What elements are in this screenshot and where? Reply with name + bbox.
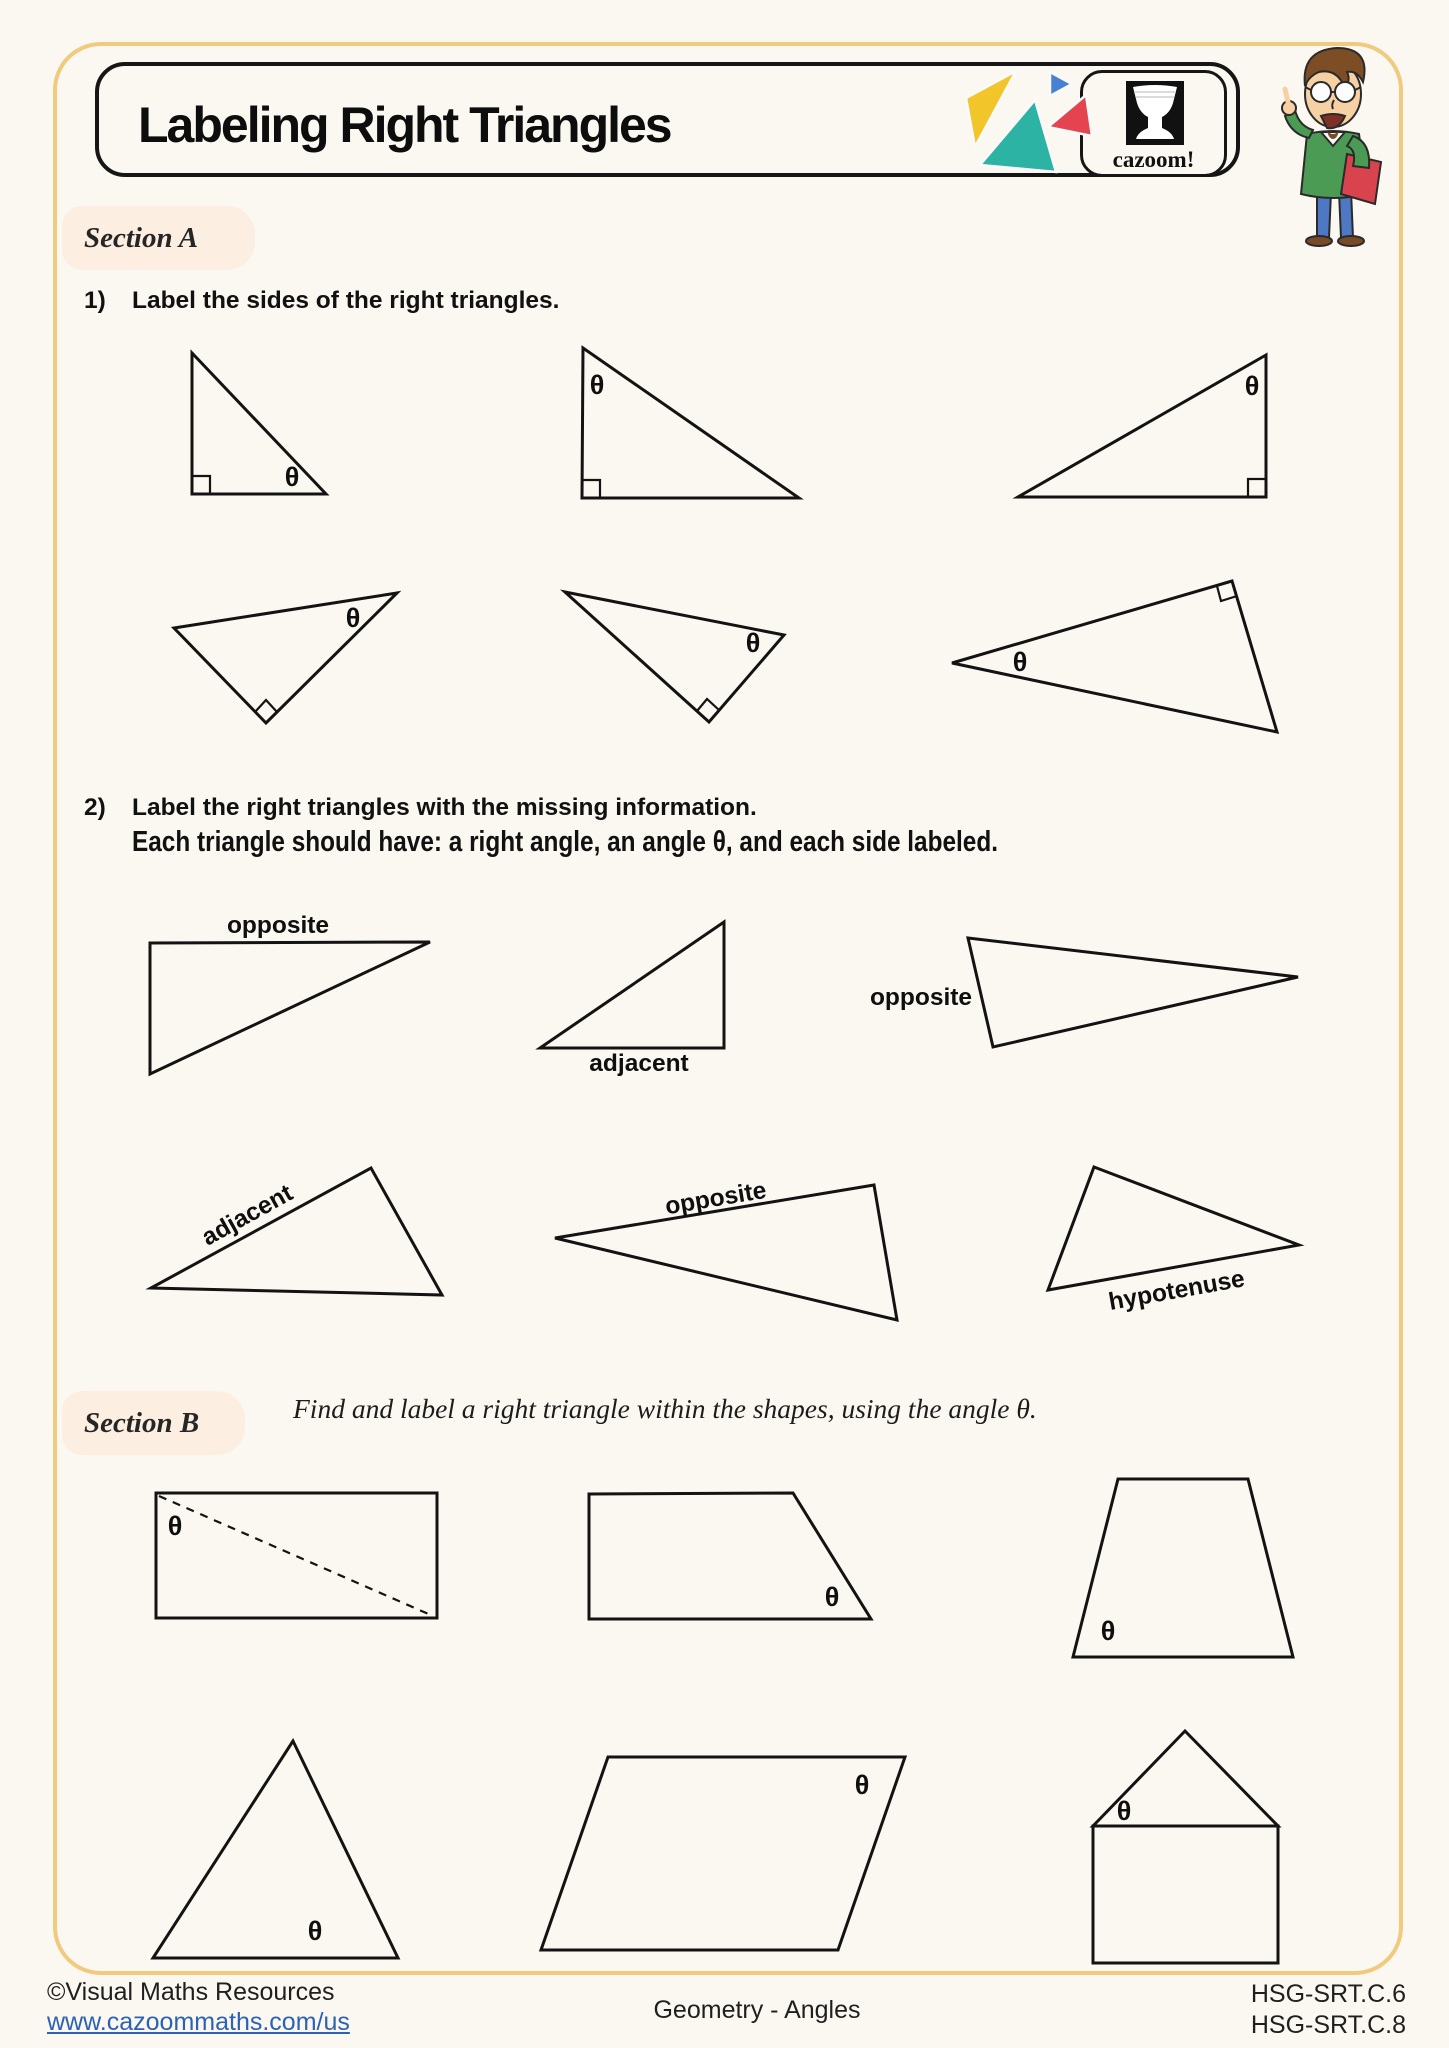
- teacher-shoe: [1338, 236, 1364, 246]
- theta-label: θ: [824, 1582, 840, 1612]
- theta-label: θ: [1116, 1796, 1132, 1826]
- question-2-number: 2): [84, 794, 106, 821]
- q2-triangle-3: [968, 938, 1298, 1047]
- sb-house-body: [1093, 1826, 1278, 1963]
- theta-label: θ: [589, 370, 605, 400]
- q1-triangle-5-right-angle: [697, 699, 719, 711]
- theta-label: θ: [1012, 647, 1028, 677]
- section-b-instruction: Find and label a right triangle within the shapes, using the angle θ.: [293, 1393, 1037, 1424]
- question-2-line1: Label the right triangles with the missing information.: [132, 794, 757, 821]
- footer-url-link[interactable]: www.cazoommaths.com/us: [47, 2008, 350, 2036]
- teacher-shoe: [1306, 236, 1332, 246]
- footer-copyright: ©Visual Maths Resources: [47, 1978, 335, 2006]
- side-label-opposite: opposite: [869, 984, 973, 1011]
- side-label-adjacent: adjacent: [197, 1179, 298, 1252]
- sb-rectangle-diagonal: [159, 1496, 433, 1616]
- cazoom-logo-text: cazoom!: [1112, 147, 1195, 172]
- side-label-opposite: opposite: [226, 912, 330, 939]
- theta-label: θ: [1100, 1616, 1116, 1646]
- side-label-hypotenuse: hypotenuse: [1106, 1265, 1247, 1316]
- sb-triangle: [153, 1741, 398, 1958]
- question-2-line2: Each triangle should have: a right angle, an angle θ, and each side labeled.: [132, 826, 999, 858]
- q1-triangle-2-right-angle: [582, 480, 600, 498]
- question-1-text: Label the sides of the right triangles.: [132, 287, 560, 314]
- teacher-illustration: [1282, 48, 1381, 246]
- q1-triangle-3: [1018, 355, 1266, 497]
- q2-triangle-6: [1048, 1167, 1299, 1290]
- theta-label: θ: [854, 1770, 870, 1800]
- theta-label: θ: [1244, 371, 1260, 401]
- logo-triangles: [966, 71, 1092, 172]
- q1-triangle-1: [192, 353, 326, 494]
- theta-label: θ: [167, 1511, 183, 1541]
- q2-triangle-2: [540, 922, 724, 1048]
- logo-triangle-red: [1048, 95, 1092, 136]
- question-1-number: 1): [84, 287, 106, 314]
- q1-triangle-2: [582, 348, 799, 498]
- q1-triangle-1-right-angle: [192, 476, 210, 494]
- q1-triangle-6: [952, 581, 1277, 732]
- q2-triangle-4: [151, 1168, 442, 1295]
- q2-triangle-1: [150, 942, 430, 1074]
- teacher-glasses: [1311, 82, 1331, 102]
- footer-standards: [1251, 1979, 1406, 2041]
- teacher-finger: [1285, 89, 1288, 102]
- theta-label: θ: [745, 628, 761, 658]
- footer-standard-2: HSG-SRT.C.8: [1250, 2011, 1406, 2039]
- side-label-adjacent: adjacent: [589, 1050, 689, 1077]
- side-label-opposite: opposite: [663, 1176, 769, 1221]
- section-b-label: Section B: [84, 1406, 200, 1439]
- page-title: Labeling Right Triangles: [138, 97, 671, 153]
- theta-label: θ: [345, 603, 361, 633]
- teacher-glasses: [1335, 82, 1355, 102]
- footer-topic: Geometry - Angles: [653, 1996, 861, 2024]
- q1-triangle-4-right-angle: [255, 700, 277, 712]
- sb-parallelogram: [541, 1757, 905, 1950]
- section-a-label: Section A: [84, 221, 199, 254]
- theta-label: θ: [284, 462, 300, 492]
- theta-label: θ: [307, 1916, 323, 1946]
- logo-triangle-blue: [1050, 72, 1072, 96]
- q1-triangle-4: [174, 593, 397, 723]
- footer-standard-1: HSG-SRT.C.6: [1250, 1980, 1406, 2008]
- q1-triangle-3-right-angle: [1248, 479, 1266, 497]
